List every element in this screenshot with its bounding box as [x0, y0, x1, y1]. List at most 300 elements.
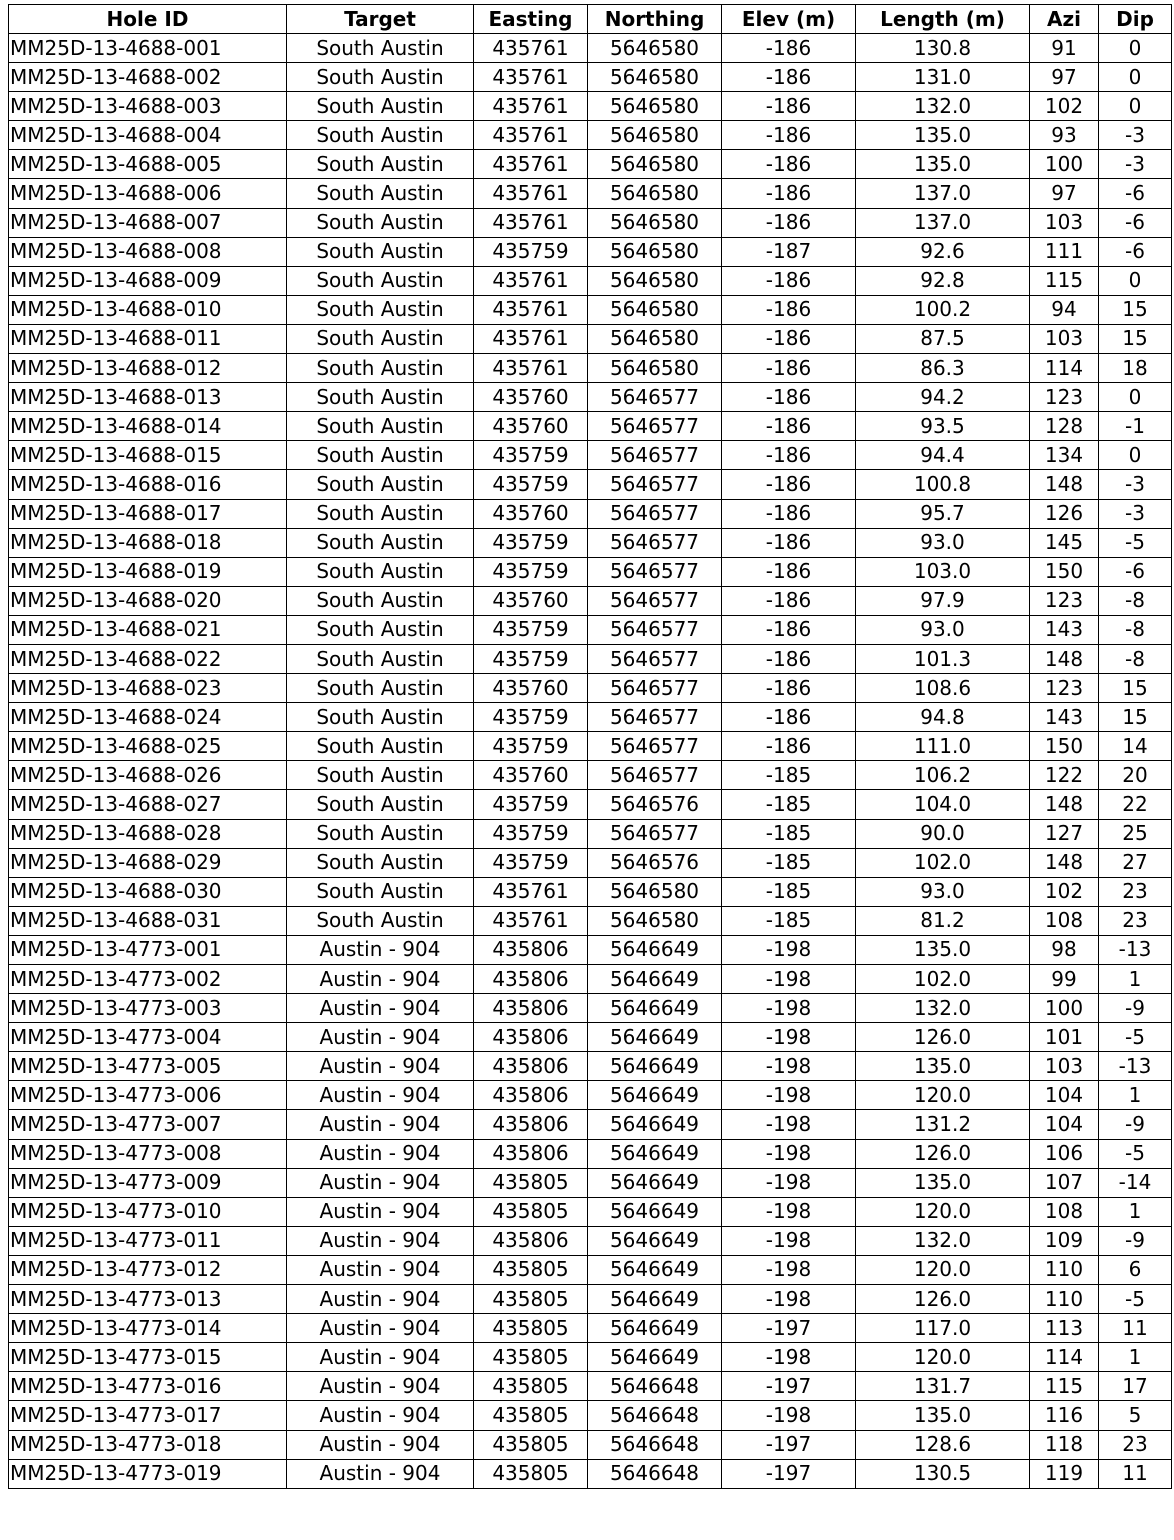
cell-dip: 14	[1099, 732, 1172, 761]
cell-northing: 5646580	[588, 266, 722, 295]
cell-dip: 0	[1099, 266, 1172, 295]
cell-northing: 5646577	[588, 557, 722, 586]
cell-target: South Austin	[287, 528, 474, 557]
cell-azi: 145	[1030, 528, 1099, 557]
cell-azi: 111	[1030, 237, 1099, 266]
cell-easting: 435806	[474, 1139, 588, 1168]
cell-length: 126.0	[856, 1285, 1030, 1314]
cell-hole-id: MM25D-13-4688-022	[9, 644, 287, 673]
cell-easting: 435759	[474, 470, 588, 499]
cell-easting: 435760	[474, 383, 588, 412]
cell-easting: 435806	[474, 1023, 588, 1052]
table-row	[9, 1168, 1172, 1197]
table-row	[9, 848, 1172, 877]
header-easting: Easting	[474, 5, 588, 34]
cell-azi: 91	[1030, 34, 1099, 63]
cell-azi: 101	[1030, 1023, 1099, 1052]
cell-elev: -185	[722, 761, 856, 790]
cell-easting: 435759	[474, 848, 588, 877]
table-row	[9, 324, 1172, 353]
cell-elev: -197	[722, 1430, 856, 1459]
cell-target: South Austin	[287, 295, 474, 324]
table-row	[9, 63, 1172, 92]
cell-easting: 435805	[474, 1430, 588, 1459]
cell-target: South Austin	[287, 877, 474, 906]
cell-dip: 0	[1099, 63, 1172, 92]
table-row	[9, 1052, 1172, 1081]
cell-length: 132.0	[856, 92, 1030, 121]
table-row	[9, 1314, 1172, 1343]
cell-easting: 435805	[474, 1459, 588, 1488]
header-dip: Dip	[1099, 5, 1172, 34]
table-row	[9, 441, 1172, 470]
cell-hole-id: MM25D-13-4688-003	[9, 92, 287, 121]
cell-length: 101.3	[856, 644, 1030, 673]
cell-dip: 17	[1099, 1372, 1172, 1401]
cell-target: Austin - 904	[287, 1226, 474, 1255]
cell-easting: 435806	[474, 1081, 588, 1110]
cell-dip: -3	[1099, 499, 1172, 528]
cell-northing: 5646576	[588, 790, 722, 819]
cell-target: South Austin	[287, 412, 474, 441]
cell-northing: 5646577	[588, 732, 722, 761]
cell-northing: 5646577	[588, 644, 722, 673]
cell-length: 126.0	[856, 1139, 1030, 1168]
cell-dip: 0	[1099, 34, 1172, 63]
cell-northing: 5646577	[588, 441, 722, 470]
cell-northing: 5646649	[588, 1197, 722, 1226]
table-row	[9, 732, 1172, 761]
table-row	[9, 121, 1172, 150]
cell-easting: 435761	[474, 324, 588, 353]
cell-elev: -198	[722, 994, 856, 1023]
cell-hole-id: MM25D-13-4688-021	[9, 615, 287, 644]
cell-length: 135.0	[856, 1168, 1030, 1197]
cell-azi: 103	[1030, 324, 1099, 353]
cell-hole-id: MM25D-13-4773-015	[9, 1343, 287, 1372]
cell-azi: 104	[1030, 1081, 1099, 1110]
table-row	[9, 412, 1172, 441]
cell-target: South Austin	[287, 208, 474, 237]
cell-hole-id: MM25D-13-4688-031	[9, 906, 287, 935]
cell-hole-id: MM25D-13-4688-001	[9, 34, 287, 63]
cell-easting: 435806	[474, 1052, 588, 1081]
cell-length: 102.0	[856, 965, 1030, 994]
cell-northing: 5646577	[588, 383, 722, 412]
cell-easting: 435806	[474, 1226, 588, 1255]
cell-elev: -186	[722, 179, 856, 208]
cell-easting: 435760	[474, 761, 588, 790]
cell-azi: 103	[1030, 208, 1099, 237]
cell-easting: 435761	[474, 354, 588, 383]
cell-elev: -197	[722, 1314, 856, 1343]
cell-elev: -186	[722, 615, 856, 644]
cell-northing: 5646580	[588, 150, 722, 179]
cell-northing: 5646580	[588, 237, 722, 266]
cell-easting: 435761	[474, 121, 588, 150]
cell-target: Austin - 904	[287, 1459, 474, 1488]
cell-length: 135.0	[856, 121, 1030, 150]
cell-northing: 5646577	[588, 615, 722, 644]
cell-target: South Austin	[287, 586, 474, 615]
cell-elev: -197	[722, 1372, 856, 1401]
cell-azi: 102	[1030, 877, 1099, 906]
cell-easting: 435761	[474, 150, 588, 179]
cell-northing: 5646649	[588, 935, 722, 964]
cell-elev: -186	[722, 732, 856, 761]
table-row	[9, 499, 1172, 528]
cell-northing: 5646577	[588, 819, 722, 848]
cell-northing: 5646649	[588, 1255, 722, 1284]
cell-hole-id: MM25D-13-4773-019	[9, 1459, 287, 1488]
cell-target: Austin - 904	[287, 1023, 474, 1052]
cell-elev: -186	[722, 266, 856, 295]
cell-target: Austin - 904	[287, 1110, 474, 1139]
table-row	[9, 906, 1172, 935]
cell-elev: -186	[722, 499, 856, 528]
cell-hole-id: MM25D-13-4688-013	[9, 383, 287, 412]
cell-easting: 435806	[474, 994, 588, 1023]
cell-hole-id: MM25D-13-4688-029	[9, 848, 287, 877]
cell-elev: -186	[722, 644, 856, 673]
cell-target: South Austin	[287, 557, 474, 586]
cell-target: South Austin	[287, 499, 474, 528]
table-row	[9, 1343, 1172, 1372]
cell-northing: 5646576	[588, 848, 722, 877]
cell-dip: -5	[1099, 528, 1172, 557]
cell-length: 106.2	[856, 761, 1030, 790]
cell-easting: 435759	[474, 732, 588, 761]
cell-easting: 435759	[474, 819, 588, 848]
cell-elev: -198	[722, 1343, 856, 1372]
cell-northing: 5646577	[588, 761, 722, 790]
cell-dip: 23	[1099, 906, 1172, 935]
cell-easting: 435759	[474, 237, 588, 266]
cell-easting: 435759	[474, 615, 588, 644]
cell-easting: 435760	[474, 499, 588, 528]
table-row	[9, 1139, 1172, 1168]
cell-hole-id: MM25D-13-4773-006	[9, 1081, 287, 1110]
cell-length: 132.0	[856, 1226, 1030, 1255]
cell-northing: 5646577	[588, 499, 722, 528]
cell-target: Austin - 904	[287, 965, 474, 994]
cell-dip: 0	[1099, 441, 1172, 470]
cell-length: 128.6	[856, 1430, 1030, 1459]
cell-dip: 0	[1099, 383, 1172, 412]
cell-hole-id: MM25D-13-4688-009	[9, 266, 287, 295]
table-row	[9, 644, 1172, 673]
table-row	[9, 935, 1172, 964]
cell-target: South Austin	[287, 383, 474, 412]
cell-length: 117.0	[856, 1314, 1030, 1343]
cell-elev: -185	[722, 819, 856, 848]
cell-azi: 123	[1030, 383, 1099, 412]
cell-length: 93.0	[856, 877, 1030, 906]
cell-dip: 27	[1099, 848, 1172, 877]
cell-dip: 25	[1099, 819, 1172, 848]
cell-length: 108.6	[856, 674, 1030, 703]
cell-length: 94.2	[856, 383, 1030, 412]
cell-dip: -8	[1099, 586, 1172, 615]
table-row	[9, 208, 1172, 237]
cell-hole-id: MM25D-13-4688-018	[9, 528, 287, 557]
cell-target: South Austin	[287, 266, 474, 295]
cell-dip: -13	[1099, 935, 1172, 964]
cell-azi: 134	[1030, 441, 1099, 470]
cell-dip: -9	[1099, 1110, 1172, 1139]
table-row	[9, 237, 1172, 266]
cell-elev: -186	[722, 92, 856, 121]
table-row	[9, 1401, 1172, 1430]
cell-northing: 5646648	[588, 1401, 722, 1430]
cell-elev: -198	[722, 1081, 856, 1110]
table-body	[9, 34, 1172, 1489]
cell-dip: -5	[1099, 1285, 1172, 1314]
cell-length: 87.5	[856, 324, 1030, 353]
cell-azi: 127	[1030, 819, 1099, 848]
table-row	[9, 703, 1172, 732]
table-row	[9, 1081, 1172, 1110]
cell-northing: 5646580	[588, 208, 722, 237]
cell-length: 120.0	[856, 1197, 1030, 1226]
cell-northing: 5646580	[588, 63, 722, 92]
cell-dip: -8	[1099, 644, 1172, 673]
cell-dip: -9	[1099, 1226, 1172, 1255]
cell-elev: -198	[722, 1255, 856, 1284]
cell-hole-id: MM25D-13-4688-005	[9, 150, 287, 179]
cell-azi: 97	[1030, 179, 1099, 208]
cell-dip: -8	[1099, 615, 1172, 644]
cell-easting: 435805	[474, 1314, 588, 1343]
cell-elev: -198	[722, 1023, 856, 1052]
cell-azi: 104	[1030, 1110, 1099, 1139]
cell-northing: 5646649	[588, 965, 722, 994]
cell-azi: 143	[1030, 703, 1099, 732]
table-row	[9, 295, 1172, 324]
cell-dip: -5	[1099, 1023, 1172, 1052]
cell-northing: 5646648	[588, 1430, 722, 1459]
cell-target: South Austin	[287, 674, 474, 703]
cell-hole-id: MM25D-13-4773-008	[9, 1139, 287, 1168]
cell-length: 131.7	[856, 1372, 1030, 1401]
cell-target: Austin - 904	[287, 935, 474, 964]
cell-elev: -198	[722, 1401, 856, 1430]
cell-target: South Austin	[287, 906, 474, 935]
cell-length: 137.0	[856, 179, 1030, 208]
cell-easting: 435759	[474, 644, 588, 673]
cell-dip: -14	[1099, 1168, 1172, 1197]
cell-northing: 5646580	[588, 34, 722, 63]
cell-northing: 5646577	[588, 528, 722, 557]
cell-azi: 107	[1030, 1168, 1099, 1197]
cell-hole-id: MM25D-13-4773-014	[9, 1314, 287, 1343]
cell-easting: 435761	[474, 208, 588, 237]
cell-hole-id: MM25D-13-4688-016	[9, 470, 287, 499]
cell-easting: 435805	[474, 1372, 588, 1401]
cell-target: Austin - 904	[287, 1139, 474, 1168]
cell-target: Austin - 904	[287, 1343, 474, 1372]
cell-target: South Austin	[287, 179, 474, 208]
table-row	[9, 674, 1172, 703]
cell-target: South Austin	[287, 354, 474, 383]
cell-northing: 5646649	[588, 1081, 722, 1110]
cell-hole-id: MM25D-13-4773-017	[9, 1401, 287, 1430]
cell-northing: 5646649	[588, 1139, 722, 1168]
cell-easting: 435761	[474, 266, 588, 295]
cell-dip: 15	[1099, 674, 1172, 703]
cell-northing: 5646577	[588, 586, 722, 615]
cell-azi: 93	[1030, 121, 1099, 150]
cell-azi: 110	[1030, 1255, 1099, 1284]
cell-azi: 98	[1030, 935, 1099, 964]
cell-length: 92.6	[856, 237, 1030, 266]
cell-azi: 106	[1030, 1139, 1099, 1168]
cell-target: Austin - 904	[287, 1197, 474, 1226]
cell-northing: 5646649	[588, 1110, 722, 1139]
cell-dip: -3	[1099, 121, 1172, 150]
cell-elev: -198	[722, 1139, 856, 1168]
cell-northing: 5646649	[588, 1314, 722, 1343]
cell-northing: 5646577	[588, 674, 722, 703]
cell-dip: 1	[1099, 1343, 1172, 1372]
cell-northing: 5646648	[588, 1459, 722, 1488]
cell-elev: -185	[722, 906, 856, 935]
cell-target: Austin - 904	[287, 1168, 474, 1197]
cell-length: 130.5	[856, 1459, 1030, 1488]
drill-hole-table	[8, 4, 1172, 1489]
cell-elev: -186	[722, 354, 856, 383]
cell-length: 94.4	[856, 441, 1030, 470]
cell-azi: 100	[1030, 994, 1099, 1023]
cell-target: Austin - 904	[287, 1372, 474, 1401]
cell-target: Austin - 904	[287, 1430, 474, 1459]
cell-easting: 435806	[474, 965, 588, 994]
cell-northing: 5646580	[588, 179, 722, 208]
cell-northing: 5646649	[588, 1343, 722, 1372]
cell-northing: 5646577	[588, 703, 722, 732]
cell-azi: 148	[1030, 644, 1099, 673]
cell-target: South Austin	[287, 150, 474, 179]
cell-elev: -186	[722, 586, 856, 615]
cell-easting: 435805	[474, 1197, 588, 1226]
cell-hole-id: MM25D-13-4688-030	[9, 877, 287, 906]
cell-easting: 435761	[474, 63, 588, 92]
table-row	[9, 1430, 1172, 1459]
cell-length: 137.0	[856, 208, 1030, 237]
cell-northing: 5646649	[588, 1023, 722, 1052]
cell-dip: -6	[1099, 208, 1172, 237]
table-row	[9, 1226, 1172, 1255]
table-row	[9, 354, 1172, 383]
table-row	[9, 1372, 1172, 1401]
cell-dip: 15	[1099, 324, 1172, 353]
cell-elev: -185	[722, 848, 856, 877]
cell-northing: 5646649	[588, 1285, 722, 1314]
cell-target: South Austin	[287, 92, 474, 121]
cell-elev: -186	[722, 150, 856, 179]
cell-length: 95.7	[856, 499, 1030, 528]
table-row	[9, 1255, 1172, 1284]
cell-elev: -186	[722, 470, 856, 499]
cell-target: Austin - 904	[287, 1285, 474, 1314]
cell-hole-id: MM25D-13-4688-023	[9, 674, 287, 703]
cell-easting: 435805	[474, 1285, 588, 1314]
cell-northing: 5646580	[588, 906, 722, 935]
cell-easting: 435760	[474, 586, 588, 615]
cell-hole-id: MM25D-13-4688-011	[9, 324, 287, 353]
cell-dip: 20	[1099, 761, 1172, 790]
cell-northing: 5646649	[588, 1226, 722, 1255]
cell-length: 94.8	[856, 703, 1030, 732]
cell-hole-id: MM25D-13-4688-014	[9, 412, 287, 441]
cell-elev: -186	[722, 34, 856, 63]
cell-easting: 435761	[474, 877, 588, 906]
cell-target: South Austin	[287, 121, 474, 150]
table-row	[9, 965, 1172, 994]
cell-hole-id: MM25D-13-4688-027	[9, 790, 287, 819]
cell-length: 135.0	[856, 150, 1030, 179]
cell-dip: 15	[1099, 295, 1172, 324]
cell-elev: -186	[722, 383, 856, 412]
cell-dip: 18	[1099, 354, 1172, 383]
cell-azi: 108	[1030, 1197, 1099, 1226]
cell-length: 100.8	[856, 470, 1030, 499]
table-row	[9, 790, 1172, 819]
cell-azi: 122	[1030, 761, 1099, 790]
cell-hole-id: MM25D-13-4688-020	[9, 586, 287, 615]
cell-azi: 102	[1030, 92, 1099, 121]
cell-elev: -197	[722, 1459, 856, 1488]
cell-hole-id: MM25D-13-4773-013	[9, 1285, 287, 1314]
cell-elev: -186	[722, 295, 856, 324]
table-header-row	[9, 5, 1172, 34]
cell-dip: 5	[1099, 1401, 1172, 1430]
cell-target: Austin - 904	[287, 1314, 474, 1343]
cell-azi: 115	[1030, 266, 1099, 295]
cell-dip: 23	[1099, 877, 1172, 906]
cell-easting: 435761	[474, 92, 588, 121]
cell-easting: 435806	[474, 935, 588, 964]
cell-target: Austin - 904	[287, 1255, 474, 1284]
table-row	[9, 266, 1172, 295]
cell-hole-id: MM25D-13-4688-004	[9, 121, 287, 150]
cell-hole-id: MM25D-13-4773-018	[9, 1430, 287, 1459]
cell-hole-id: MM25D-13-4688-025	[9, 732, 287, 761]
cell-azi: 123	[1030, 674, 1099, 703]
cell-easting: 435759	[474, 557, 588, 586]
cell-easting: 435761	[474, 906, 588, 935]
cell-length: 97.9	[856, 586, 1030, 615]
cell-hole-id: MM25D-13-4773-011	[9, 1226, 287, 1255]
cell-northing: 5646580	[588, 121, 722, 150]
cell-dip: -13	[1099, 1052, 1172, 1081]
cell-elev: -198	[722, 935, 856, 964]
cell-target: Austin - 904	[287, 1081, 474, 1110]
cell-target: South Austin	[287, 237, 474, 266]
table-row	[9, 528, 1172, 557]
cell-length: 120.0	[856, 1081, 1030, 1110]
table-row	[9, 994, 1172, 1023]
cell-hole-id: MM25D-13-4773-012	[9, 1255, 287, 1284]
table-row	[9, 877, 1172, 906]
cell-elev: -186	[722, 441, 856, 470]
cell-azi: 119	[1030, 1459, 1099, 1488]
cell-length: 104.0	[856, 790, 1030, 819]
table-row	[9, 557, 1172, 586]
cell-azi: 148	[1030, 848, 1099, 877]
cell-target: South Austin	[287, 63, 474, 92]
cell-dip: 0	[1099, 92, 1172, 121]
